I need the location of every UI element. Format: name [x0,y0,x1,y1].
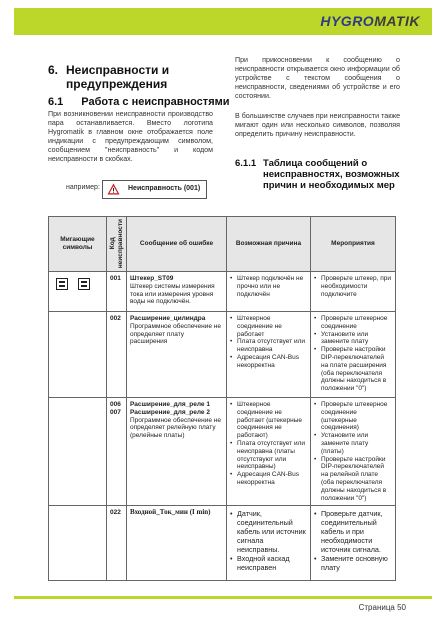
cause-item: • Входной каскад неисправен [230,554,307,572]
fault-example-text: Неисправность (001) [128,185,201,192]
header-message: Сообщение об ошибке [127,217,227,272]
example-label: например: [66,184,100,191]
cause-item: • Штекерное соединение не работает (штекерные соединения не работают) [230,401,307,440]
action-item: • Проверьте настройки DIP-переключателей на плате расширения (оба переключателя должны находиться в положении "0") [314,346,392,393]
message-desc: Программное обеспечение не определяет релейную плату (релейные платы) [130,416,221,440]
action-item: • Установите или замените плату (платы) [314,432,392,455]
symbols-cell [49,398,107,506]
message-title: Входной_Ток_мин (I min) [130,508,211,517]
symbols-cell [49,312,107,398]
cause-cell [227,312,311,398]
cause-item: • Адресация CAN-Bus некорректна [230,471,307,487]
cause-item: • Датчик, соединительный кабель или источник сигнала неисправны. [230,509,307,554]
cause-cell [227,398,311,506]
message-cell [127,506,227,581]
subsection-heading [48,96,230,108]
subsection-title: Работа с неисправностями [81,96,230,108]
blinking-symbol-icon [56,278,68,290]
action-cell [311,398,396,506]
action-item: • Проверьте штекерное соединение (штекерные соединения) [314,401,392,432]
cause-item: • Штекерное соединение не работает [230,315,307,338]
header-symbols: Мигающие символы [49,217,107,272]
cause-item: • Адресация CAN-Bus некорректна [230,354,307,370]
fault-code: 022 [107,506,127,581]
table-heading [235,158,413,191]
cause-item: • Плата отсутствует или неисправна [230,338,307,354]
fault-code: 006 007 [107,398,127,506]
cause-cell [227,272,311,312]
action-cell [311,312,396,398]
symbols-paragraph: В большинстве случаев при неисправности также мигают один или несколько символов, позволяя определить причину неисправности. [235,112,401,138]
header-action: Мероприятия [311,217,396,272]
message-desc: Программное обеспечение не определяет плату расширения [130,322,221,346]
page-number: Страница 50 [358,603,406,612]
action-item: • Проверьте настройки DIP-переключателей на релейной плате (оба переключателя должны находиться в положении "0") [314,456,392,503]
action-cell [311,506,396,581]
fault-example-box [102,180,207,199]
subsection-number: 6.1 [48,96,64,108]
section-title: Неисправности и предупреждения [66,63,170,91]
table-heading-title: Таблица сообщений о неисправностях, возможных причин и необходимых мер [263,158,400,191]
cause-item: • Штекер подключён не прочно или не подключён [230,275,307,298]
action-item: • Установите или замените плату [314,331,392,347]
message-desc: Штекер системы измерения тока или измерения уровня воды не подключён. [130,282,215,306]
symbols-cell [49,272,107,312]
message-title: Расширение_цилиндра [130,315,206,322]
fault-code: 002 [107,312,127,398]
table-row [49,272,396,312]
section-number: 6. [48,63,59,77]
warning-icon [107,183,120,195]
action-item: • Проверьте штекерное соединение [314,315,392,331]
table-row [49,506,396,581]
blinking-symbol-icon [78,278,90,290]
footer-bar [14,596,432,599]
table-header-row [49,217,396,272]
message-cell [127,312,227,398]
message-cell [127,398,227,506]
intro-paragraph: При возникновении неисправности производство пара останавливается. Вместо логотипа Hygromatik в главном окне отображается поле индикации с предупреждающим символом, сообщением "неисправность" и кодом неисправности в скобках. [48,110,213,163]
message-cell [127,272,227,312]
cause-item: • Плата отсутствует или неисправна (платы отсутствуют или неисправны) [230,440,307,471]
fault-code: 001 [107,272,127,312]
header-code: Код неисправности [107,217,127,272]
message-title: Расширение_для_реле 1 Расширение_для_реле 2 [130,401,210,416]
section-heading [48,63,208,91]
table-row [49,398,396,506]
cause-cell [227,506,311,581]
action-item: • Проверьте штекер, при необходимости подключите [314,275,392,298]
hygromatik-logo: HYGROMATIK [320,13,420,29]
action-item: • Замените основную плату [314,554,392,572]
table-row [49,312,396,398]
header-cause: Возможная причина [227,217,311,272]
action-item: • Проверьте датчик, соединительный кабель и при необходимости источник сигнала. [314,509,392,554]
symbols-cell [49,506,107,581]
action-cell [311,272,396,312]
message-title: Штекер_ST09 [130,275,174,282]
fault-table [48,216,396,581]
info-paragraph: При прикосновении к сообщению о неисправности открывается окно информации об устройстве с текстом сообщения о неисправности, сведениями об устройстве и его состоянии. [235,56,400,100]
table-heading-number: 6.1.1 [235,158,257,169]
